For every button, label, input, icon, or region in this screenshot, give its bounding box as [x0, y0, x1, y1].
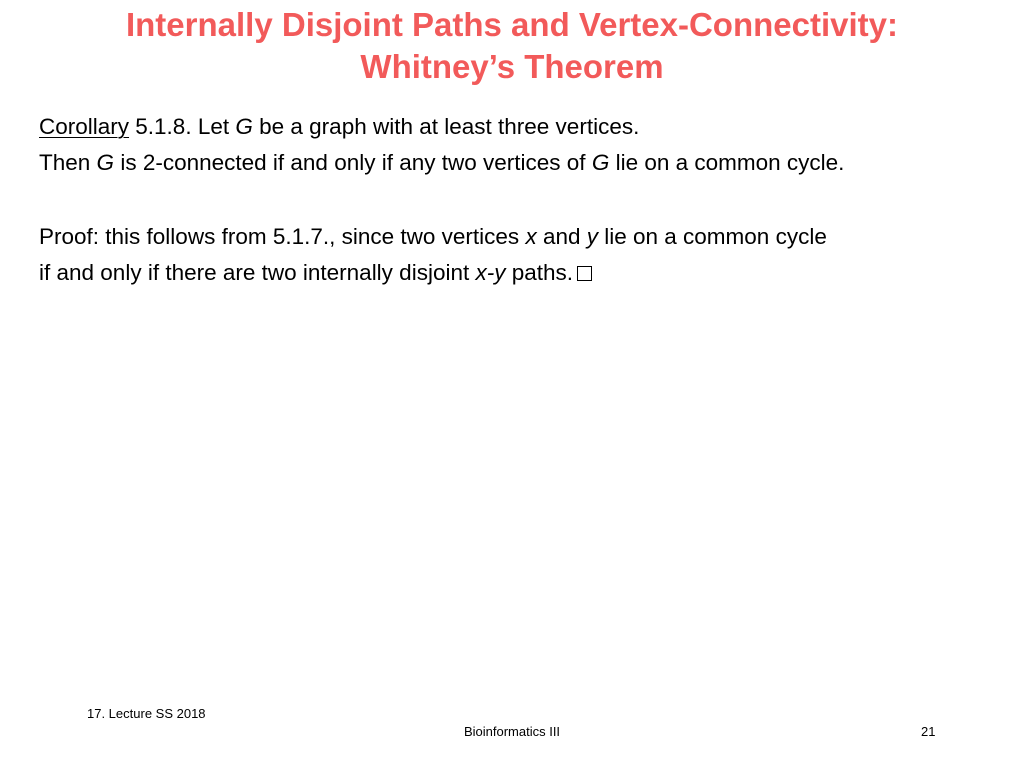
proof-text: and: [536, 224, 587, 249]
footer-course-name: Bioinformatics III: [463, 724, 561, 739]
corollary-block: [39, 109, 844, 181]
proof-line-2: [39, 255, 827, 291]
corollary-text: lie on a common cycle.: [609, 150, 845, 175]
xy-path-symbol: x-y: [475, 260, 506, 285]
graph-symbol: G: [96, 150, 115, 175]
vertex-y-symbol: y: [586, 224, 598, 249]
proof-text: lie on a common cycle: [597, 224, 827, 249]
corollary-text: be a graph with at least three vertices.: [252, 114, 640, 139]
corollary-line-1: [39, 109, 844, 145]
proof-text: Proof: this follows from 5.1.7., since two vertices: [39, 224, 526, 249]
graph-symbol: G: [591, 150, 610, 175]
corollary-text: 5.1.8. Let: [129, 114, 236, 139]
vertex-x-symbol: x: [525, 224, 537, 249]
footer-lecture-label: 17. Lecture SS 2018: [87, 706, 206, 721]
proof-text: paths.: [505, 260, 574, 285]
slide-title: [0, 4, 1024, 88]
graph-symbol: G: [235, 114, 253, 139]
corollary-text: is 2-connected if and only if any two vertices of: [114, 150, 592, 175]
page-number: 21: [921, 724, 936, 739]
proof-text: if and only if there are two internally disjoint: [39, 260, 476, 285]
corollary-line-2: [39, 145, 844, 181]
slide-title-line-2: Whitney’s Theorem: [360, 48, 664, 85]
corollary-label: Corollary: [39, 114, 130, 139]
proof-line-1: [39, 219, 827, 255]
qed-square-icon: [577, 266, 592, 281]
corollary-text: Then: [39, 150, 97, 175]
proof-block: [39, 219, 827, 291]
slide-title-line-1: Internally Disjoint Paths and Vertex-Connectivity:: [125, 6, 898, 43]
